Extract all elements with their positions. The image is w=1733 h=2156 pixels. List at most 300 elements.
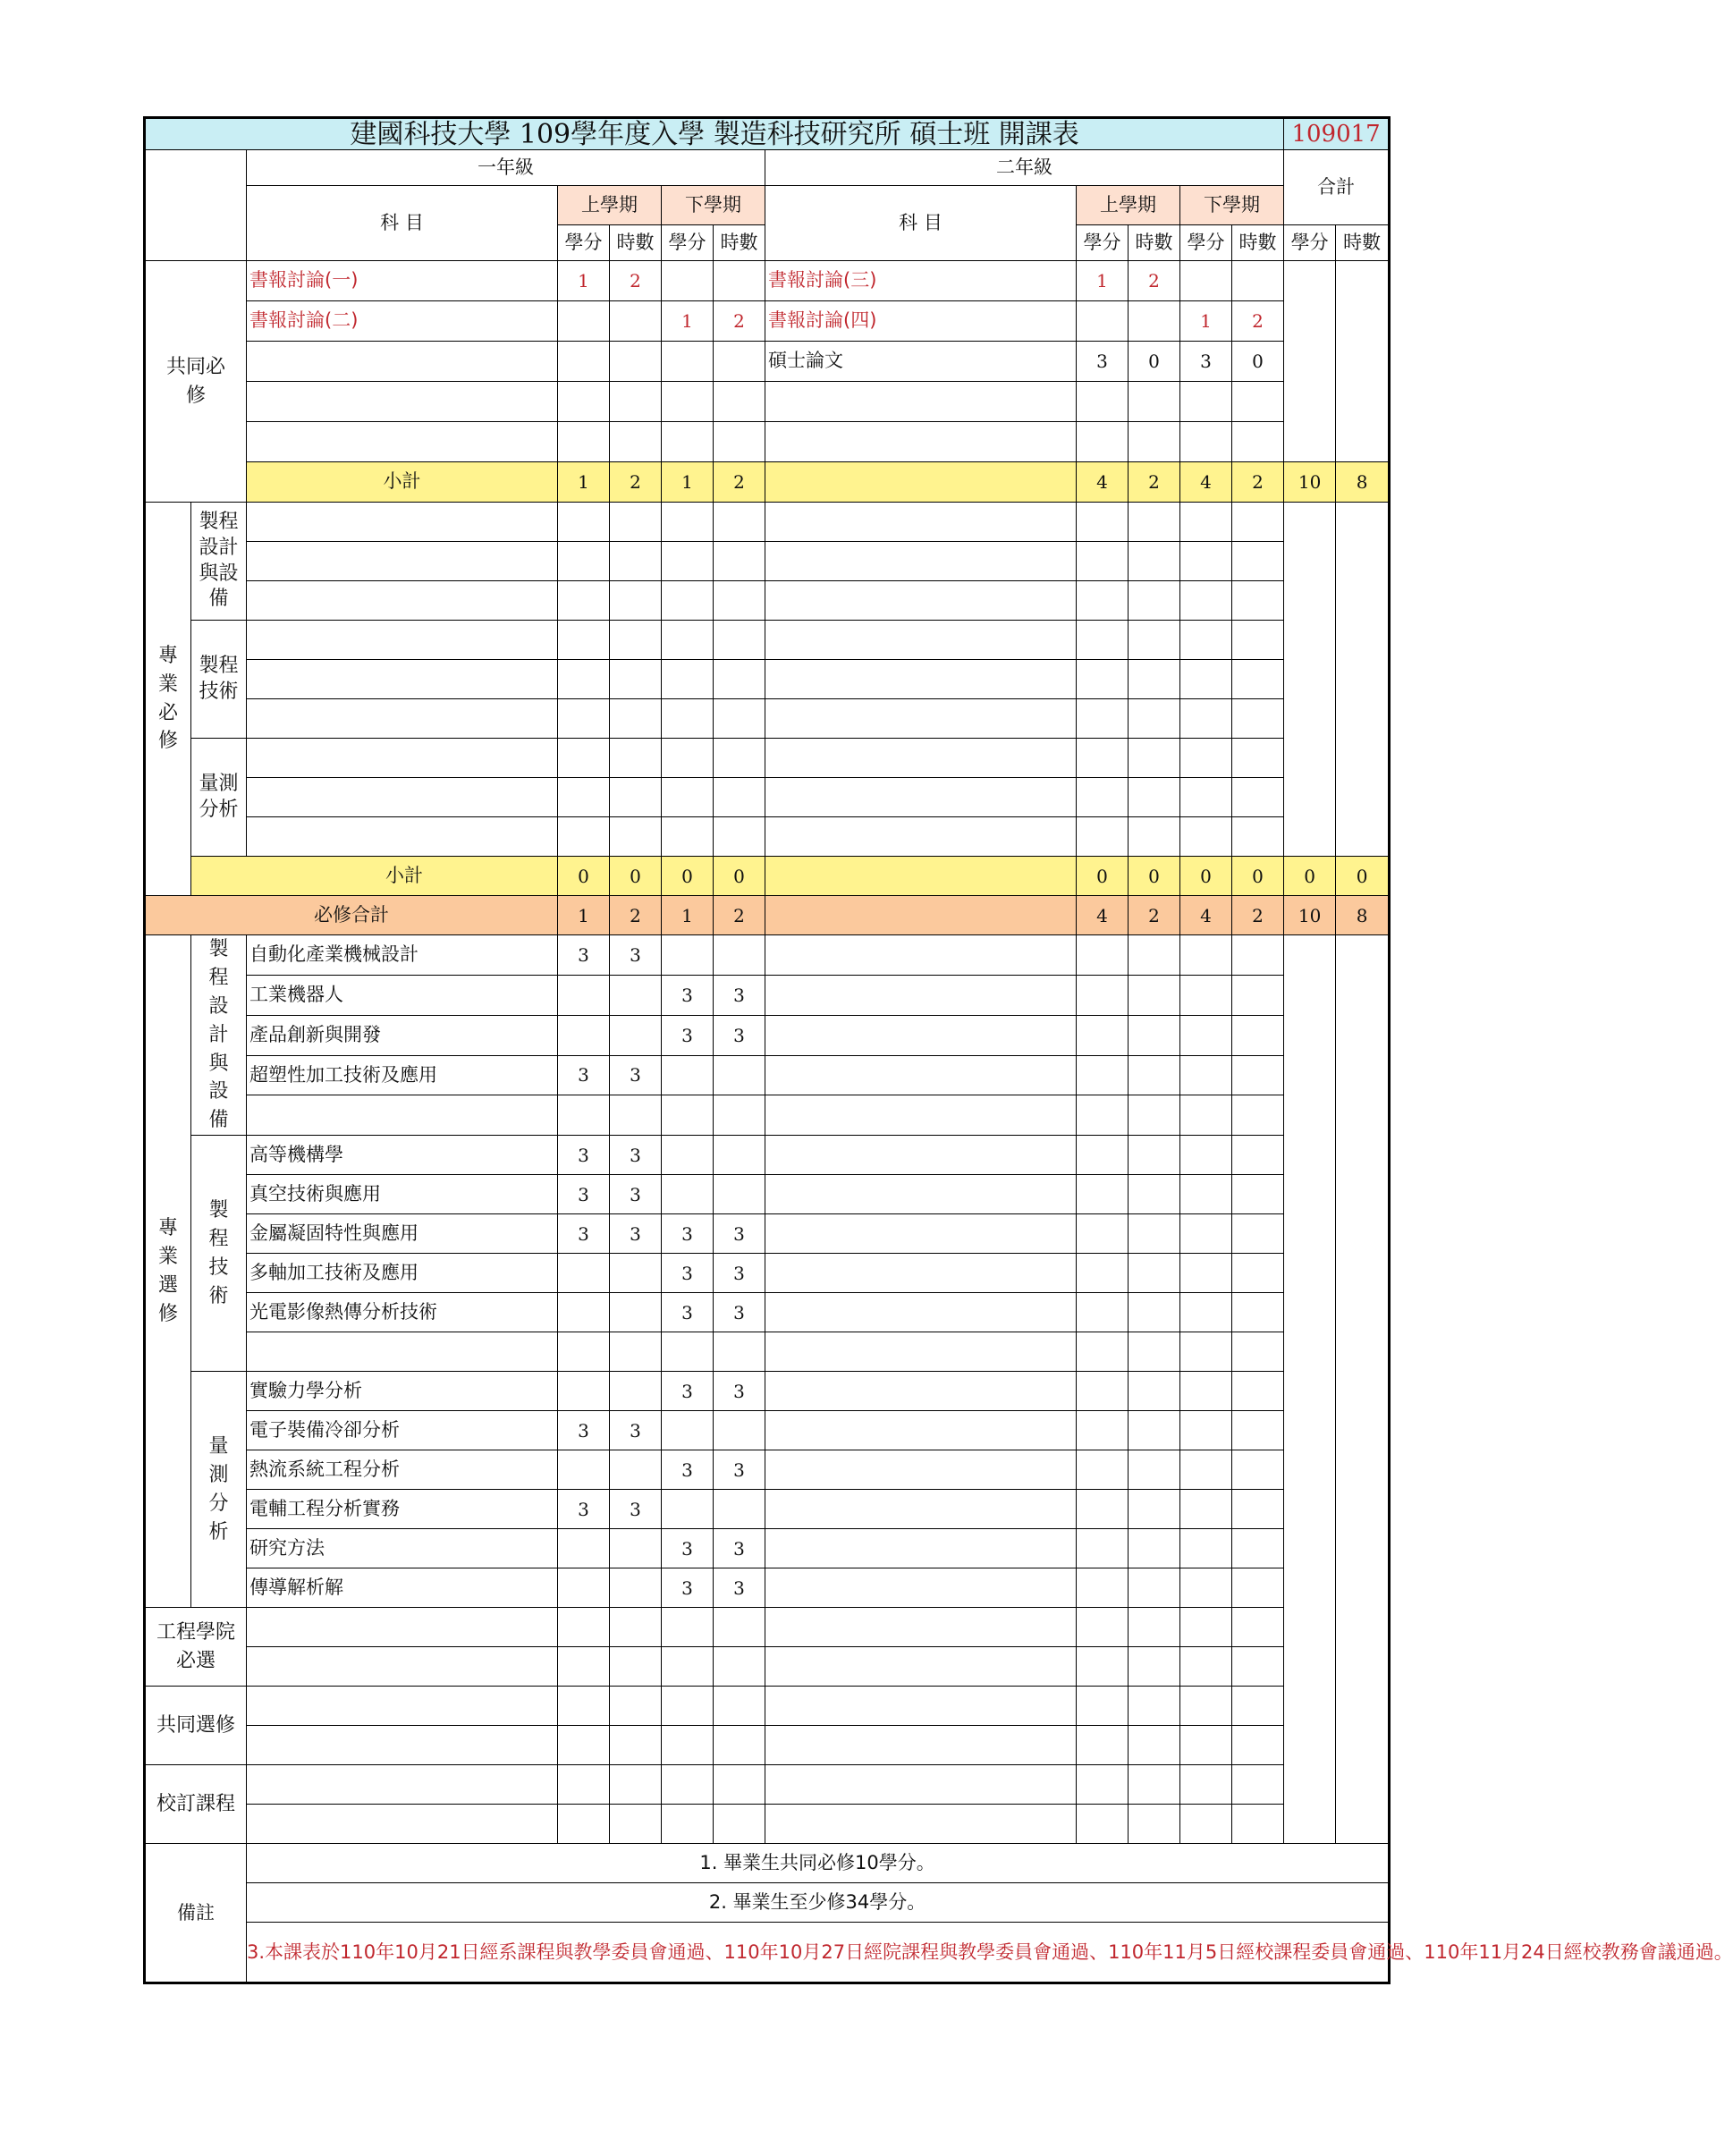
- course-value: [610, 1175, 662, 1214]
- course-value: [558, 1175, 610, 1214]
- empty-cell: [1232, 581, 1284, 621]
- subject-header-2: [765, 186, 1077, 261]
- empty-cell: [1232, 1450, 1284, 1490]
- credit-header-text: 學分: [1290, 231, 1329, 253]
- course-name-text: 工業機器人: [249, 984, 343, 1006]
- course-value: [1077, 342, 1129, 382]
- elective-group-design-text: 製程設計與設備: [208, 938, 229, 1132]
- course-value: [714, 1293, 765, 1332]
- required-total-value: [1180, 896, 1232, 935]
- empty-cell: [610, 1805, 662, 1844]
- subtotal-value: [1232, 462, 1284, 503]
- hours-header: [1129, 225, 1180, 261]
- subtotal-value: [714, 462, 765, 503]
- empty-cell: [765, 817, 1077, 857]
- subtotal-value: [1077, 857, 1129, 896]
- course-name: [765, 301, 1077, 342]
- empty-cell: [247, 739, 558, 778]
- credit-header: [1284, 225, 1336, 261]
- empty-cell: [714, 422, 765, 462]
- empty-cell: [765, 975, 1077, 1015]
- empty-cell: [558, 1687, 610, 1726]
- empty-cell: [714, 660, 765, 699]
- course-name-text: 超塑性加工技術及應用: [249, 1063, 437, 1086]
- course-value: [610, 1214, 662, 1254]
- empty-cell: [1232, 778, 1284, 817]
- course-name-text: 產品創新與開發: [249, 1024, 381, 1046]
- course-value: [1129, 342, 1180, 382]
- course-name-text: 傳導解析解: [249, 1577, 343, 1599]
- empty-cell: [714, 621, 765, 660]
- empty-cell: [662, 1765, 714, 1805]
- course-value-text: 3: [733, 1024, 745, 1046]
- empty-cell: [1077, 581, 1129, 621]
- required-total-value: [1232, 896, 1284, 935]
- subtotal-value-text: 0: [681, 865, 693, 887]
- course-name: [247, 1568, 558, 1608]
- course-value: [662, 1015, 714, 1055]
- course-value: [662, 1450, 714, 1490]
- empty-cell: [1232, 1175, 1284, 1214]
- subtotal-value: [1232, 857, 1284, 896]
- empty-cell: [558, 503, 610, 542]
- course-value-text: 3: [733, 1537, 745, 1560]
- empty-cell: [765, 1372, 1077, 1411]
- empty-cell: [1232, 422, 1284, 462]
- empty-cell: [1129, 1490, 1180, 1529]
- empty-cell: [1077, 778, 1129, 817]
- course-name: [247, 1450, 558, 1490]
- course-name: [247, 1254, 558, 1293]
- page-title-text: 建國科技大學 109學年度入學 製造科技研究所 碩士班 開課表: [350, 118, 1079, 150]
- empty-cell: [765, 1529, 1077, 1568]
- empty-cell: [1077, 621, 1129, 660]
- empty-cell: [558, 739, 610, 778]
- empty-cell: [714, 1726, 765, 1765]
- sem2-header: [662, 186, 765, 225]
- major-subtotal-label: [191, 857, 558, 896]
- section-major-required-text: 專業必修: [157, 644, 178, 753]
- subtotal-value-text: 0: [578, 865, 589, 887]
- course-value-text: 2: [1148, 270, 1160, 292]
- required-total-value-text: 4: [1096, 904, 1108, 926]
- subtotal-total-credit-text: 10: [1298, 471, 1322, 493]
- empty-cell: [1232, 1254, 1284, 1293]
- empty-cell: [247, 1608, 558, 1647]
- year2-header: [765, 150, 1284, 186]
- empty-cell: [1180, 1726, 1232, 1765]
- empty-cell: [247, 581, 558, 621]
- empty-cell: [1180, 1608, 1232, 1647]
- empty-cell: [765, 1332, 1077, 1372]
- empty-cell: [558, 621, 610, 660]
- required-total-value: [1077, 896, 1129, 935]
- course-value-text: 3: [578, 1498, 589, 1520]
- empty-cell: [558, 1726, 610, 1765]
- empty-cell: [662, 739, 714, 778]
- course-name: [247, 1015, 558, 1055]
- course-value-text: 3: [733, 1380, 745, 1402]
- empty-cell: [714, 1805, 765, 1844]
- course-value-text: 3: [1200, 351, 1212, 372]
- major-subtotal-label-text: 小計: [385, 864, 423, 886]
- course-value: [662, 1175, 714, 1214]
- course-value-text: 3: [630, 1419, 641, 1442]
- empty-cell: [662, 817, 714, 857]
- empty-cell: [765, 660, 1077, 699]
- course-value: [714, 975, 765, 1015]
- empty-cell: [1180, 1095, 1232, 1136]
- empty-cell: [1232, 1608, 1284, 1647]
- note-3-text: 3.本課表於110年10月21日經系課程與教學委員會通過、110年10月27日經院課程與教學委員會通過、110年11月5日經校課程委員會通過、110年11月24日經校教務會議通過。: [247, 1940, 1733, 1963]
- empty-cell: [1077, 1608, 1129, 1647]
- sem2-header-text: 下學期: [1204, 193, 1261, 216]
- empty-cell: [1129, 1095, 1180, 1136]
- course-name: [247, 975, 558, 1015]
- form-code-text: 109017: [1291, 120, 1381, 148]
- empty-cell: [1232, 382, 1284, 422]
- empty-cell: [610, 581, 662, 621]
- empty-cell: [1180, 739, 1232, 778]
- empty-cell: [610, 542, 662, 581]
- empty-cell: [1077, 1450, 1129, 1490]
- empty-cell: [247, 422, 558, 462]
- course-value: [610, 1293, 662, 1332]
- course-value: [1077, 261, 1129, 301]
- empty-cell: [765, 1450, 1077, 1490]
- course-value: [558, 1136, 610, 1175]
- common-subtotal-label-text: 小計: [383, 470, 421, 493]
- course-value: [610, 1372, 662, 1411]
- course-value: [558, 1490, 610, 1529]
- course-value: [1232, 342, 1284, 382]
- empty-cell: [765, 1568, 1077, 1608]
- credit-header-text: 學分: [564, 231, 603, 253]
- empty-cell: [1232, 1805, 1284, 1844]
- sem1-header-text: 上學期: [1100, 193, 1156, 216]
- hours-header-text: 時數: [1238, 231, 1277, 253]
- empty-cell: [610, 621, 662, 660]
- course-value-text: 3: [1096, 351, 1108, 372]
- course-value-text: 3: [681, 984, 693, 1006]
- empty-cell: [714, 778, 765, 817]
- required-total-value-text: 2: [630, 904, 641, 926]
- empty-cell: [1180, 1372, 1232, 1411]
- course-value-text: 3: [578, 1144, 589, 1166]
- subtotal-value-text: 0: [1200, 865, 1212, 887]
- elective-group-design: [191, 935, 247, 1136]
- empty-cell: [558, 1765, 610, 1805]
- empty-cell: [610, 660, 662, 699]
- hours-header-text: 時數: [616, 231, 655, 253]
- empty-cell: [1077, 503, 1129, 542]
- subtotal-total-credit-text: 0: [1304, 865, 1315, 887]
- empty-cell: [610, 422, 662, 462]
- empty-cell: [765, 1765, 1077, 1805]
- credit-header: [1077, 225, 1129, 261]
- empty-cell: [1180, 1293, 1232, 1332]
- section-notes-text: 備註: [177, 1901, 215, 1923]
- empty-cell: [714, 1095, 765, 1136]
- course-value: [714, 1490, 765, 1529]
- course-value: [1232, 261, 1284, 301]
- course-value: [1129, 261, 1180, 301]
- empty-cell: [610, 1095, 662, 1136]
- note-2: [247, 1883, 1390, 1923]
- empty-cell: [1129, 660, 1180, 699]
- total-header-text: 合計: [1317, 175, 1356, 198]
- empty-cell: [610, 1726, 662, 1765]
- course-name: [247, 342, 558, 382]
- course-value: [558, 1254, 610, 1293]
- empty-cell: [1129, 1293, 1180, 1332]
- course-value-text: 1: [578, 270, 589, 292]
- course-value: [714, 1214, 765, 1254]
- empty-cell: [247, 778, 558, 817]
- empty-cell: [1180, 935, 1232, 976]
- subtotal-value-text: 2: [1148, 471, 1160, 493]
- elective-group-technology-text: 製程技術: [208, 1198, 229, 1307]
- course-value: [558, 1372, 610, 1411]
- empty-cell: [714, 699, 765, 739]
- course-value: [714, 1175, 765, 1214]
- course-name: [247, 261, 558, 301]
- subtotal-value-text: 2: [733, 471, 745, 493]
- subtotal-value: [1180, 462, 1232, 503]
- header-blank: [145, 150, 247, 261]
- empty-cell: [1129, 1687, 1180, 1726]
- course-name-text: 高等機構學: [249, 1144, 343, 1166]
- empty-cell: [765, 503, 1077, 542]
- empty-cell: [1077, 935, 1129, 976]
- section-common-required-text: 共同必修: [165, 355, 225, 407]
- empty-cell: [610, 739, 662, 778]
- empty-cell: [714, 1647, 765, 1687]
- empty-cell: [765, 1726, 1077, 1765]
- required-total-value: [714, 896, 765, 935]
- group-technology-text: 製程技術: [199, 654, 239, 703]
- subtotal-blank: [765, 857, 1077, 896]
- empty-cell: [1232, 1687, 1284, 1726]
- empty-cell: [714, 503, 765, 542]
- course-name-text: 熱流系統工程分析: [249, 1458, 400, 1481]
- course-value: [1077, 301, 1129, 342]
- section-common-elective: [145, 1687, 247, 1765]
- course-name: [247, 1490, 558, 1529]
- subtotal-value: [610, 857, 662, 896]
- course-value: [662, 1214, 714, 1254]
- empty-cell: [1180, 1490, 1232, 1529]
- empty-cell: [1180, 503, 1232, 542]
- empty-cell: [662, 542, 714, 581]
- empty-cell: [1180, 778, 1232, 817]
- required-total-hours: [1336, 896, 1390, 935]
- empty-cell: [247, 699, 558, 739]
- empty-cell: [1232, 1095, 1284, 1136]
- total-header: [1284, 150, 1390, 225]
- empty-cell: [662, 422, 714, 462]
- empty-cell: [1129, 621, 1180, 660]
- course-value-text: 0: [1252, 351, 1264, 372]
- empty-cell: [558, 1608, 610, 1647]
- credit-header: [662, 225, 714, 261]
- empty-cell: [1077, 422, 1129, 462]
- course-name: [247, 1293, 558, 1332]
- subtotal-blank: [765, 462, 1077, 503]
- course-value: [662, 1411, 714, 1450]
- empty-cell: [662, 1687, 714, 1726]
- empty-cell: [1232, 1015, 1284, 1055]
- course-value: [558, 1568, 610, 1608]
- course-name-text: 電輔工程分析實務: [249, 1498, 400, 1520]
- empty-cell: [1232, 817, 1284, 857]
- empty-cell: [1077, 1095, 1129, 1136]
- empty-cell: [1129, 1450, 1180, 1490]
- section-major-elective: [145, 935, 191, 1608]
- empty-cell: [247, 1687, 558, 1726]
- section-major-elective-text: 專業選修: [157, 1216, 178, 1325]
- empty-cell: [1129, 975, 1180, 1015]
- empty-cell: [1180, 660, 1232, 699]
- year1-header: [247, 150, 765, 186]
- course-value-text: 0: [1148, 351, 1160, 372]
- empty-cell: [1129, 817, 1180, 857]
- empty-cell: [1129, 1015, 1180, 1055]
- empty-cell: [1232, 975, 1284, 1015]
- course-value: [662, 1529, 714, 1568]
- course-name-text: 碩士論文: [768, 350, 843, 372]
- empty-cell: [1232, 1332, 1284, 1372]
- required-total-label: [145, 896, 558, 935]
- empty-cell: [1232, 1214, 1284, 1254]
- subject-header-1-text: 科 目: [380, 211, 424, 233]
- subtotal-value-text: 0: [630, 865, 641, 887]
- empty-cell: [610, 1765, 662, 1805]
- empty-cell: [765, 1293, 1077, 1332]
- empty-cell: [1077, 1765, 1129, 1805]
- required-total-credit-text: 10: [1298, 904, 1322, 926]
- empty-cell: [610, 382, 662, 422]
- empty-cell: [1077, 542, 1129, 581]
- course-value-text: 3: [578, 943, 589, 966]
- empty-cell: [1232, 1490, 1284, 1529]
- empty-cell: [1232, 1765, 1284, 1805]
- empty-cell: [662, 699, 714, 739]
- empty-cell: [1077, 1214, 1129, 1254]
- empty-cell: [1232, 739, 1284, 778]
- empty-cell: [610, 1608, 662, 1647]
- hours-header: [1336, 225, 1390, 261]
- empty-cell: [1129, 1529, 1180, 1568]
- empty-cell: [1180, 581, 1232, 621]
- empty-cell: [1077, 1372, 1129, 1411]
- empty-cell: [1180, 422, 1232, 462]
- course-name-text: 研究方法: [249, 1537, 325, 1560]
- empty-cell: [558, 660, 610, 699]
- course-value-text: 3: [578, 1419, 589, 1442]
- empty-cell: [662, 1332, 714, 1372]
- empty-cell: [1077, 1015, 1129, 1055]
- empty-cell: [1129, 1726, 1180, 1765]
- course-value: [1180, 301, 1232, 342]
- credit-header-text: 學分: [1083, 231, 1121, 253]
- empty-cell: [662, 1647, 714, 1687]
- empty-cell: [1129, 1055, 1180, 1095]
- empty-cell: [662, 778, 714, 817]
- course-name: [247, 935, 558, 976]
- empty-cell: [1180, 975, 1232, 1015]
- course-value: [714, 1136, 765, 1175]
- empty-cell: [765, 1608, 1077, 1647]
- sem1-header: [558, 186, 662, 225]
- course-value: [714, 1411, 765, 1450]
- empty-cell: [1129, 1765, 1180, 1805]
- empty-cell: [765, 1136, 1077, 1175]
- section-school-courses: [145, 1765, 247, 1844]
- empty-cell: [1180, 542, 1232, 581]
- subtotal-value: [558, 857, 610, 896]
- empty-cell: [1232, 1293, 1284, 1332]
- empty-cell: [558, 1805, 610, 1844]
- empty-cell: [714, 1332, 765, 1372]
- empty-cell: [1232, 1647, 1284, 1687]
- course-value: [610, 1254, 662, 1293]
- group-design-text: 製程設計與設備: [199, 511, 239, 611]
- course-value-text: 3: [681, 1301, 693, 1323]
- credit-header-text: 學分: [1187, 231, 1225, 253]
- empty-cell: [558, 699, 610, 739]
- hours-header: [610, 225, 662, 261]
- empty-cell: [714, 1608, 765, 1647]
- empty-cell: [1129, 1254, 1180, 1293]
- subtotal-value: [1129, 462, 1180, 503]
- empty-cell: [765, 739, 1077, 778]
- required-total-value-text: 1: [578, 904, 589, 926]
- empty-cell: [1129, 581, 1180, 621]
- course-name-text: 書報討論(一): [249, 269, 359, 292]
- empty-cell: [1077, 1726, 1129, 1765]
- empty-cell: [247, 1805, 558, 1844]
- page-title: [145, 118, 1284, 150]
- empty-cell: [662, 621, 714, 660]
- course-value: [610, 1568, 662, 1608]
- subtotal-total-credit: [1284, 857, 1336, 896]
- empty-cell: [247, 1647, 558, 1687]
- subtotal-value-text: 0: [1096, 865, 1108, 887]
- empty-cell: [1077, 699, 1129, 739]
- empty-cell: [1180, 1411, 1232, 1450]
- credit-header: [558, 225, 610, 261]
- empty-cell: [247, 621, 558, 660]
- total-blank: [1336, 503, 1390, 857]
- course-value: [1180, 261, 1232, 301]
- empty-cell: [1077, 1687, 1129, 1726]
- course-value: [610, 935, 662, 976]
- empty-cell: [558, 422, 610, 462]
- course-value: [558, 1293, 610, 1332]
- section-major-required: [145, 503, 191, 896]
- empty-cell: [1077, 1332, 1129, 1372]
- empty-cell: [1077, 1805, 1129, 1844]
- empty-cell: [247, 1095, 558, 1136]
- empty-cell: [1129, 1568, 1180, 1608]
- course-value-text: 3: [578, 1183, 589, 1205]
- empty-cell: [1180, 621, 1232, 660]
- empty-cell: [1129, 1608, 1180, 1647]
- course-value-text: 3: [733, 1301, 745, 1323]
- subtotal-value: [662, 857, 714, 896]
- course-value: [1129, 301, 1180, 342]
